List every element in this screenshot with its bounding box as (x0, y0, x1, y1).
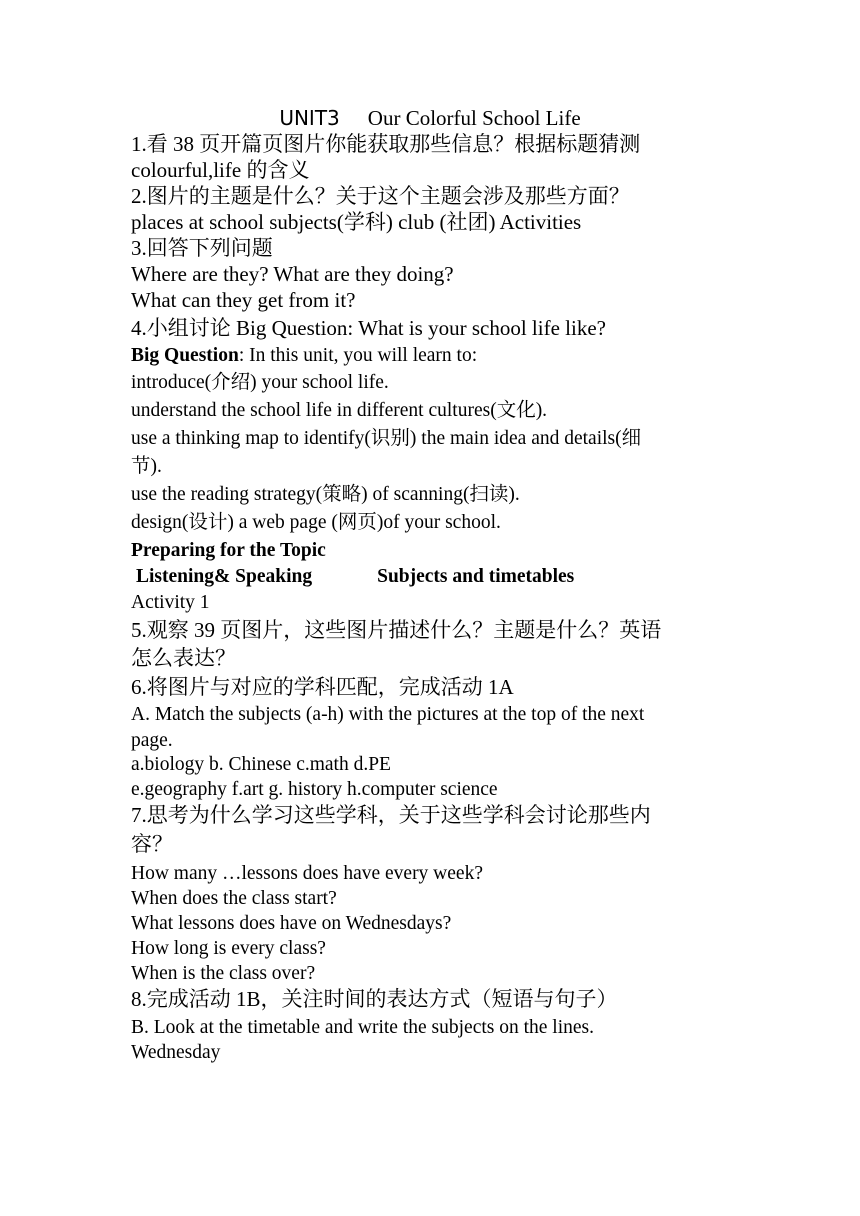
question-1-line-1: 1.看 38 页开篇页图片你能获取那些信息？根据标题猜测 (131, 132, 641, 156)
activity-b-instruction: B. Look at the timetable and write the subjects on the lines. (131, 1017, 595, 1038)
question-7-line-1: 7.思考为什么学习这些学科，关于这些学科会讨论那些内 (131, 803, 651, 827)
activity-a-line-1: A. Match the subjects (a-h) with the pictures at the top of the next (131, 704, 645, 725)
question-2-topics: places at school subjects(学科) club (社团) Activities (131, 210, 582, 234)
question-4: 4.小组讨论 Big Question: What is your school life like? (131, 316, 606, 340)
question-3: 3.回答下列问题 (131, 236, 273, 260)
subsection-left: Listening& Speaking (136, 566, 313, 587)
question-8: 8.完成活动 1B，关注时间的表达方式（短语与句子） (131, 987, 618, 1011)
goal-design: design(设计) a web page (网页)of your school. (131, 512, 501, 533)
discussion-question-1: How many …lessons does have every week? (131, 863, 483, 884)
subjects-list-1: a.biology b. Chinese c.math d.PE (131, 754, 391, 775)
subjects-list-2: e.geography f.art g. history h.computer science (131, 779, 498, 800)
discussion-question-3: What lessons does have on Wednesdays? (131, 913, 452, 934)
question-3-line-1: Where are they? What are they doing? (131, 262, 454, 286)
goal-understand: understand the school life in different cultures(文化). (131, 400, 548, 421)
big-question-label: Big Question (131, 345, 239, 366)
goal-introduce: introduce(介绍) your school life. (131, 372, 389, 393)
goal-thinking-map-line-1: use a thinking map to identify(识别) the main idea and details(细 (131, 428, 642, 449)
big-question-text: : In this unit, you will learn to: (238, 345, 478, 366)
goal-reading-strategy: use the reading strategy(策略) of scanning(扫读). (131, 484, 520, 505)
question-1-line-2: colourful,life 的含义 (131, 158, 310, 182)
goal-thinking-map-line-2: 节). (131, 456, 162, 477)
question-7-line-2: 容？ (131, 832, 173, 856)
subsection-heading (136, 567, 574, 587)
subsection-right: Subjects and timetables (377, 566, 575, 587)
question-5-line-1: 5.观察 39 页图片，这些图片描述什么？主题是什么？英语 (131, 618, 662, 642)
question-6: 6.将图片与对应的学科匹配，完成活动 1A (131, 675, 514, 699)
unit-label: UNIT3 (279, 106, 340, 130)
document-title (0, 108, 860, 129)
activity-label: Activity 1 (131, 592, 210, 613)
unit-name: Our Colorful School Life (367, 106, 581, 130)
discussion-question-4: How long is every class? (131, 938, 326, 959)
activity-a-line-2: page. (131, 730, 173, 751)
question-3-line-2: What can they get from it? (131, 288, 356, 312)
question-5-line-2: 怎么表达？ (131, 646, 236, 670)
question-2: 2.图片的主题是什么？关于这个主题会涉及那些方面？ (131, 184, 630, 208)
section-heading: Preparing for the Topic (131, 540, 326, 561)
discussion-question-5: When is the class over? (131, 963, 316, 984)
big-question-intro (131, 346, 477, 366)
timetable-day: Wednesday (131, 1042, 221, 1063)
discussion-question-2: When does the class start? (131, 888, 337, 909)
